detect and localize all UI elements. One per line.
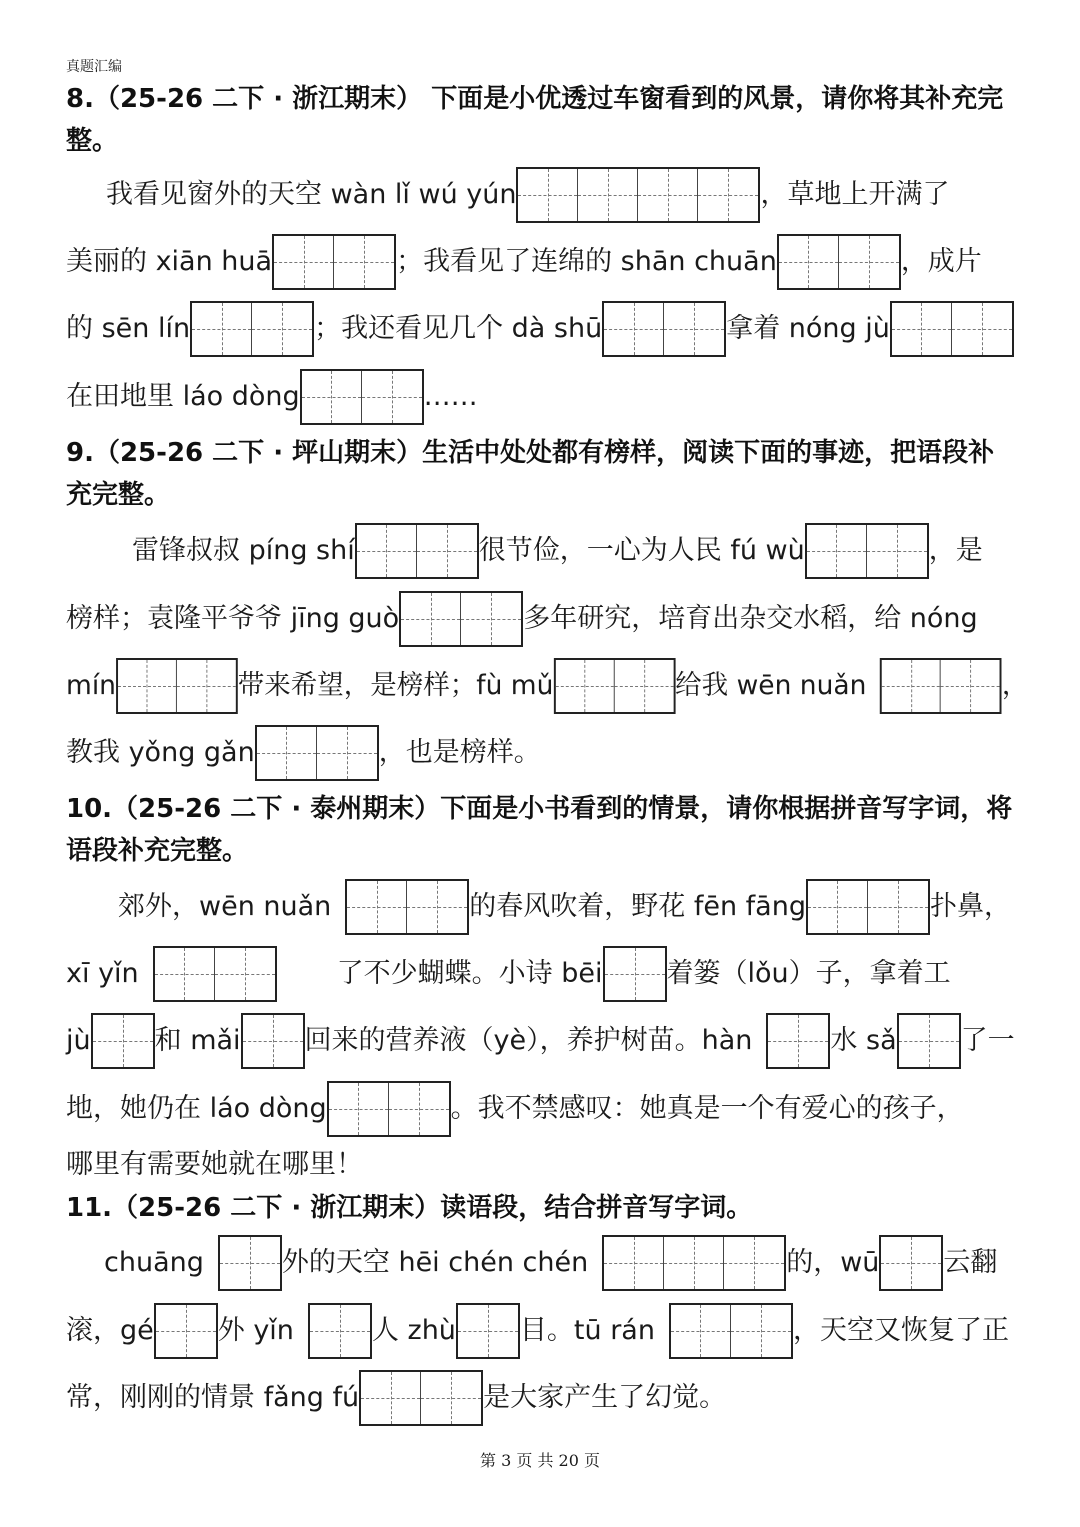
tianzige-cell[interactable] [724,1237,784,1289]
question-11-title: 11.（25-26 二下 · 浙江期末）读语段，结合拼音写字词。 [66,1193,753,1223]
answer-box[interactable] [603,946,667,1002]
tianzige-cell[interactable] [155,948,215,1000]
answer-box[interactable] [879,1235,943,1291]
text: 在田地里 láo dòng [66,380,300,412]
q10-line-3 [66,1010,1015,1070]
text: ，是 [928,534,983,566]
text: …… [423,380,478,412]
text: 常，刚刚的情景 fǎng fú [66,1381,360,1413]
text: 哪里有需要她就在哪里！ [66,1148,363,1180]
q8-line-4 [66,366,478,426]
tianzige-cell[interactable] [401,593,461,645]
doc-header: 真题汇编 [66,59,122,75]
tianzige-cell[interactable] [698,169,758,221]
tianzige-cell[interactable] [310,1305,370,1357]
tianzige-cell[interactable] [156,1305,216,1357]
answer-box[interactable] [766,1013,830,1069]
text: ，草地上开满了 [760,178,950,210]
tianzige-cell[interactable] [461,593,521,645]
tianzige-cell[interactable] [952,303,1012,355]
answer-box[interactable] [399,591,523,647]
tianzige-cell[interactable] [362,371,422,423]
tianzige-cell[interactable] [807,525,867,577]
tianzige-cell[interactable] [220,1237,280,1289]
tianzige-cell[interactable] [881,1237,941,1289]
tianzige-cell[interactable] [347,881,407,933]
text: 云翻 [943,1246,998,1278]
answer-box[interactable] [154,1303,218,1359]
tianzige-cell[interactable] [578,169,638,221]
answer-box[interactable] [897,1013,961,1069]
text: 的，wū [786,1246,880,1278]
text: 我看见窗外的天空 wàn lǐ wú yún [106,178,517,210]
tianzige-cell[interactable] [317,727,377,779]
text: 人 zhù [371,1314,456,1346]
tianzige-cell[interactable] [192,303,252,355]
text: ；我看见了连绵的 shān chuān [396,245,777,277]
q9-line-4 [66,722,541,782]
tianzige-cell[interactable] [329,1083,389,1135]
text: 目。tū rán [519,1314,655,1346]
text: 外 yǐn [217,1314,294,1346]
tianzige-cell[interactable] [638,169,698,221]
q11-line-3 [66,1367,726,1427]
tianzige-cell[interactable] [302,371,362,423]
answer-box[interactable] [602,1235,786,1291]
q10-line-1 [66,876,1011,936]
question-8-title: 8.（25-26 二下 · 浙江期末） 下面是小优透过车窗看到的风景，请你将其补充完整。 [66,84,1004,156]
text: ，天空又恢复了正 [792,1314,1009,1346]
answer-box[interactable] [345,879,469,935]
answer-box[interactable] [806,879,930,935]
tianzige-cell[interactable] [389,1083,449,1135]
text: 的春风吹着，野花 fēn fāng [469,890,806,922]
answer-box[interactable] [218,1235,282,1291]
text: xī yǐn [66,957,139,989]
q11-line-1 [66,1232,997,1292]
tianzige-cell[interactable] [274,236,334,288]
answer-box[interactable] [777,234,901,290]
answer-box[interactable] [241,1013,305,1069]
text: ，成片 [900,245,982,277]
text: 雷锋叔叔 píng shí [132,534,355,566]
q9-line-2 [66,588,978,648]
tianzige-cell[interactable] [867,525,927,577]
tianzige-cell[interactable] [177,660,236,712]
text: 带来希望，是榜样；fù mǔ [237,669,554,701]
q10-line-5 [66,1134,363,1194]
tianzige-cell[interactable] [357,525,417,577]
text: 教我 yǒng gǎn [66,736,255,768]
tianzige-cell[interactable] [518,169,578,221]
q9-line-1 [66,520,983,580]
question-10-title: 10.（25-26 二下 · 泰州期末）下面是小书看到的情景，请你根据拼音写字词，将语段补充完整。 [66,794,1013,866]
tianzige-cell[interactable] [604,303,664,355]
answer-box[interactable] [669,1303,793,1359]
text: 水 sǎ [830,1024,897,1056]
tianzige-cell[interactable] [882,660,941,712]
text: 着篓（lǒu）子，拿着工 [666,957,951,989]
text: ， [1001,669,1029,701]
answer-box[interactable] [805,523,929,579]
tianzige-cell[interactable] [334,236,394,288]
tianzige-cell[interactable] [839,236,899,288]
q10-line-4 [66,1078,964,1138]
tianzige-cell[interactable] [93,1015,153,1067]
answer-box[interactable] [456,1303,520,1359]
tianzige-cell[interactable] [555,660,614,712]
tianzige-cell[interactable] [118,660,177,712]
answer-box[interactable] [327,1081,451,1137]
q8-line-1 [66,164,949,224]
text: jù [66,1024,91,1056]
answer-box[interactable] [190,301,314,357]
tianzige-cell[interactable] [808,881,868,933]
answer-box[interactable] [355,523,479,579]
text: 很节俭，一心为人民 fú wù [478,534,805,566]
answer-box[interactable] [890,301,1014,357]
text: 地，她仍在 láo dòng [66,1092,327,1124]
answer-box[interactable] [308,1303,372,1359]
tianzige-cell[interactable] [941,660,1000,712]
answer-box[interactable] [359,1370,483,1426]
text: 是大家产生了幻觉。 [483,1381,727,1413]
answer-box[interactable] [91,1013,155,1069]
answer-box[interactable] [272,234,396,290]
text: 给我 wēn nuǎn [675,669,867,701]
text: ；我还看见几个 dà shū [314,312,603,344]
text: 。我不禁感叹：她真是一个有爱心的孩子， [450,1092,964,1124]
q9-line-3 [66,655,1028,715]
tianzige-cell[interactable] [458,1305,518,1357]
text: 了不少蝴蝶。小诗 bēi [336,957,603,989]
page-number: 第 3 页 共 20 页 [480,1451,600,1470]
tianzige-cell[interactable] [671,1305,731,1357]
answer-box[interactable] [300,369,424,425]
tianzige-cell[interactable] [604,1237,664,1289]
text: ，也是榜样。 [378,736,541,768]
text: 拿着 nóng jù [726,312,890,344]
answer-box[interactable] [153,946,277,1002]
tianzige-cell[interactable] [257,727,317,779]
tianzige-cell[interactable] [215,948,275,1000]
text: 多年研究，培育出杂交水稻，给 nóng [523,602,978,634]
tianzige-cell[interactable] [252,303,312,355]
text: 外的天空 hēi chén chén [281,1246,589,1278]
answer-box[interactable] [880,658,1002,714]
tianzige-cell[interactable] [779,236,839,288]
answer-box[interactable] [516,167,760,223]
text: 郊外，wēn nuǎn [118,890,332,922]
tianzige-cell[interactable] [768,1015,828,1067]
tianzige-cell[interactable] [899,1015,959,1067]
text: 滚，gé [66,1314,154,1346]
answer-box[interactable] [553,658,675,714]
text: chuāng [104,1246,204,1278]
tianzige-cell[interactable] [243,1015,303,1067]
tianzige-cell[interactable] [421,1372,481,1424]
answer-box[interactable] [602,301,726,357]
text: mín [66,669,116,701]
q8-line-2 [66,231,982,291]
text: 了一 [960,1024,1015,1056]
text: 回来的营养液（yè），养护树苗。hàn [304,1024,753,1056]
text: 美丽的 xiān huā [66,245,273,277]
tianzige-cell[interactable] [614,660,673,712]
question-9-title: 9.（25-26 二下 · 坪山期末）生活中处处都有榜样，阅读下面的事迹，把语段补充完整。 [66,438,995,510]
text: 榜样；袁隆平爷爷 jīng guò [66,602,400,634]
text: 的 sēn lín [66,312,191,344]
tianzige-cell[interactable] [664,303,724,355]
tianzige-cell[interactable] [664,1237,724,1289]
text: 和 mǎi [154,1024,241,1056]
q8-line-3 [66,298,1014,358]
tianzige-cell[interactable] [407,881,467,933]
tianzige-cell[interactable] [417,525,477,577]
text: 扑鼻， [929,890,1011,922]
answer-box[interactable] [255,725,379,781]
tianzige-cell[interactable] [361,1372,421,1424]
answer-box[interactable] [116,658,238,714]
tianzige-cell[interactable] [868,881,928,933]
q10-line-2 [66,943,951,1003]
tianzige-cell[interactable] [892,303,952,355]
tianzige-cell[interactable] [605,948,665,1000]
tianzige-cell[interactable] [731,1305,791,1357]
q11-line-2 [66,1300,1009,1360]
